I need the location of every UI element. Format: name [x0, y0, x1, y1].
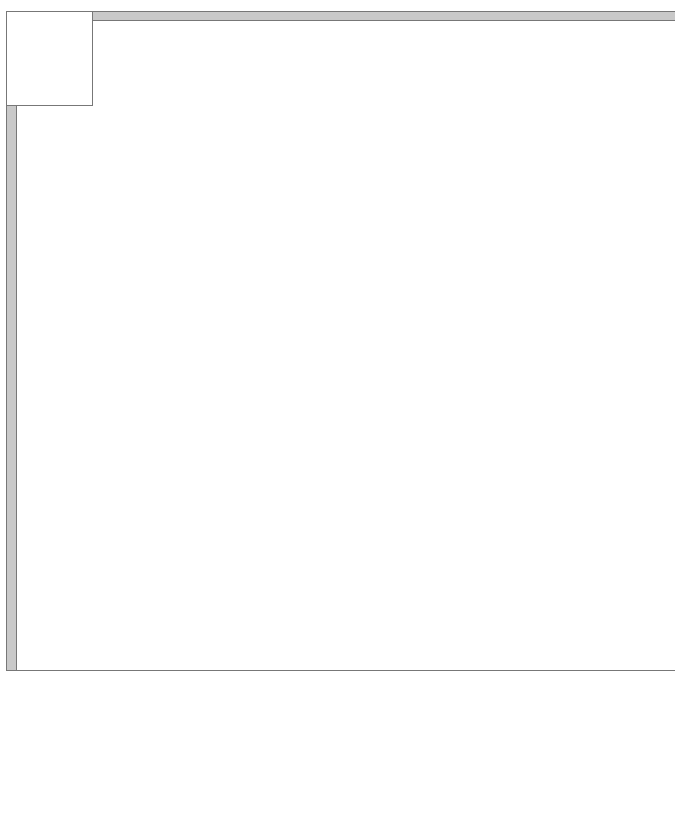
row-band	[7, 106, 17, 670]
compatibility-matrix	[6, 11, 675, 671]
matrix-corner	[7, 12, 93, 106]
column-band	[93, 12, 675, 21]
